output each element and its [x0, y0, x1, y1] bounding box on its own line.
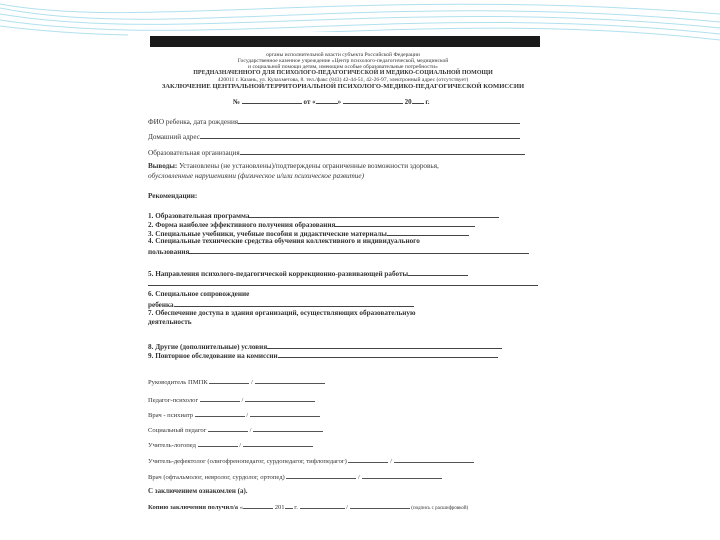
acquaint-line: С заключением ознакомлен (а). — [148, 487, 248, 495]
recommendation-item: ребенка — [148, 299, 538, 310]
signature-line: Учитель-дефектолог (олигофренопедагог, сурдопедагог, тифлопедагог) / — [148, 456, 474, 465]
document-title: ЗАКЛЮЧЕНИЕ ЦЕНТРАЛЬНОЙ/ТЕРРИТОРИАЛЬНОЙ ПСИХОЛОГО-МЕДИКО-ПЕДАГОГИЧЕСКОЙ КОМИССИИ — [161, 83, 525, 90]
signature-line: Руководитель ПМПК / — [148, 377, 325, 386]
copy-received-line: Копию заключения получил/а « 201 г. / (подпись с расшифровкой) — [148, 504, 469, 511]
recommendation-item: пользования — [148, 246, 538, 257]
header-line: органы исполнительной власти субъекта Российской Федерации — [266, 52, 420, 58]
recommendations-title: Рекомендации: — [148, 192, 198, 200]
recommendation-item: 2. Форма наиболее эффективного получения образования — [148, 219, 538, 230]
recommendation-item: 4. Специальные технические средства обучения коллективного и индивидуального — [148, 237, 420, 245]
recommendation-item: 5. Направления психолого-педагогической коррекционно-развивающей работы — [148, 268, 538, 279]
recommendation-item: 1. Образовательная программа — [148, 210, 538, 221]
signature-line: Социальный педагог / — [148, 425, 323, 434]
fio-field: ФИО ребенка, дата рождения — [148, 116, 538, 127]
blank-line — [148, 278, 538, 289]
header-line: Государственное казенное учреждение «Центр психолого-педагогической, медицинской — [237, 58, 449, 64]
recommendation-item: 8. Другие (дополнительные) условия — [148, 341, 538, 352]
organization-field: Образовательная организация — [148, 147, 538, 158]
conclusion-cont: обусловленные нарушениями (физическое и/или психическое развитие) — [148, 172, 364, 180]
recommendation-item: 6. Специальное сопровождение — [148, 290, 250, 298]
signature-line: Учитель-логопед / — [148, 440, 313, 449]
number-line: № от « » 20 г. — [233, 98, 430, 106]
recommendation-item: 9. Повторное обследование на комиссии — [148, 350, 538, 361]
document-page — [128, 32, 558, 522]
recommendation-item: 3. Специальные учебники, учебные пособия и дидактические материалы — [148, 228, 538, 239]
recommendation-item: 7. Обеспечение доступа в здания организаций, осуществляющих образовательную — [148, 309, 416, 317]
signature-line: Врач - психиатр / — [148, 410, 320, 419]
header-address: 420011 г. Казань, ул. Кулахметова, 8. тел./факс (843) 42-44-51, 42-26-97, электронный адрес (отсутствует) — [217, 77, 469, 83]
conclusion: Выводы: Установлены (не установлены)/подтверждены ограниченные возможности здоровья, — [148, 162, 439, 170]
signature-line: Врач (офтальмолог, невролог, сурдолог, ортопед) / — [148, 472, 442, 481]
signature-line: Педагог-психолог / — [148, 395, 315, 404]
header-line: ПРЕДНАЗНАЧЕННОГО ДЛЯ ПСИХОЛОГО-ПЕДАГОГИЧЕСКОЙ И МЕДИКО-СОЦИАЛЬНОЙ ПОМОЩИ — [193, 70, 493, 76]
header-line: и социальной помощи детям, имеющим особые образовательные потребности» — [248, 64, 438, 70]
address-field: Домашний адрес — [148, 131, 538, 142]
redaction-bar — [150, 36, 540, 47]
recommendation-item: деятельность — [148, 318, 192, 326]
